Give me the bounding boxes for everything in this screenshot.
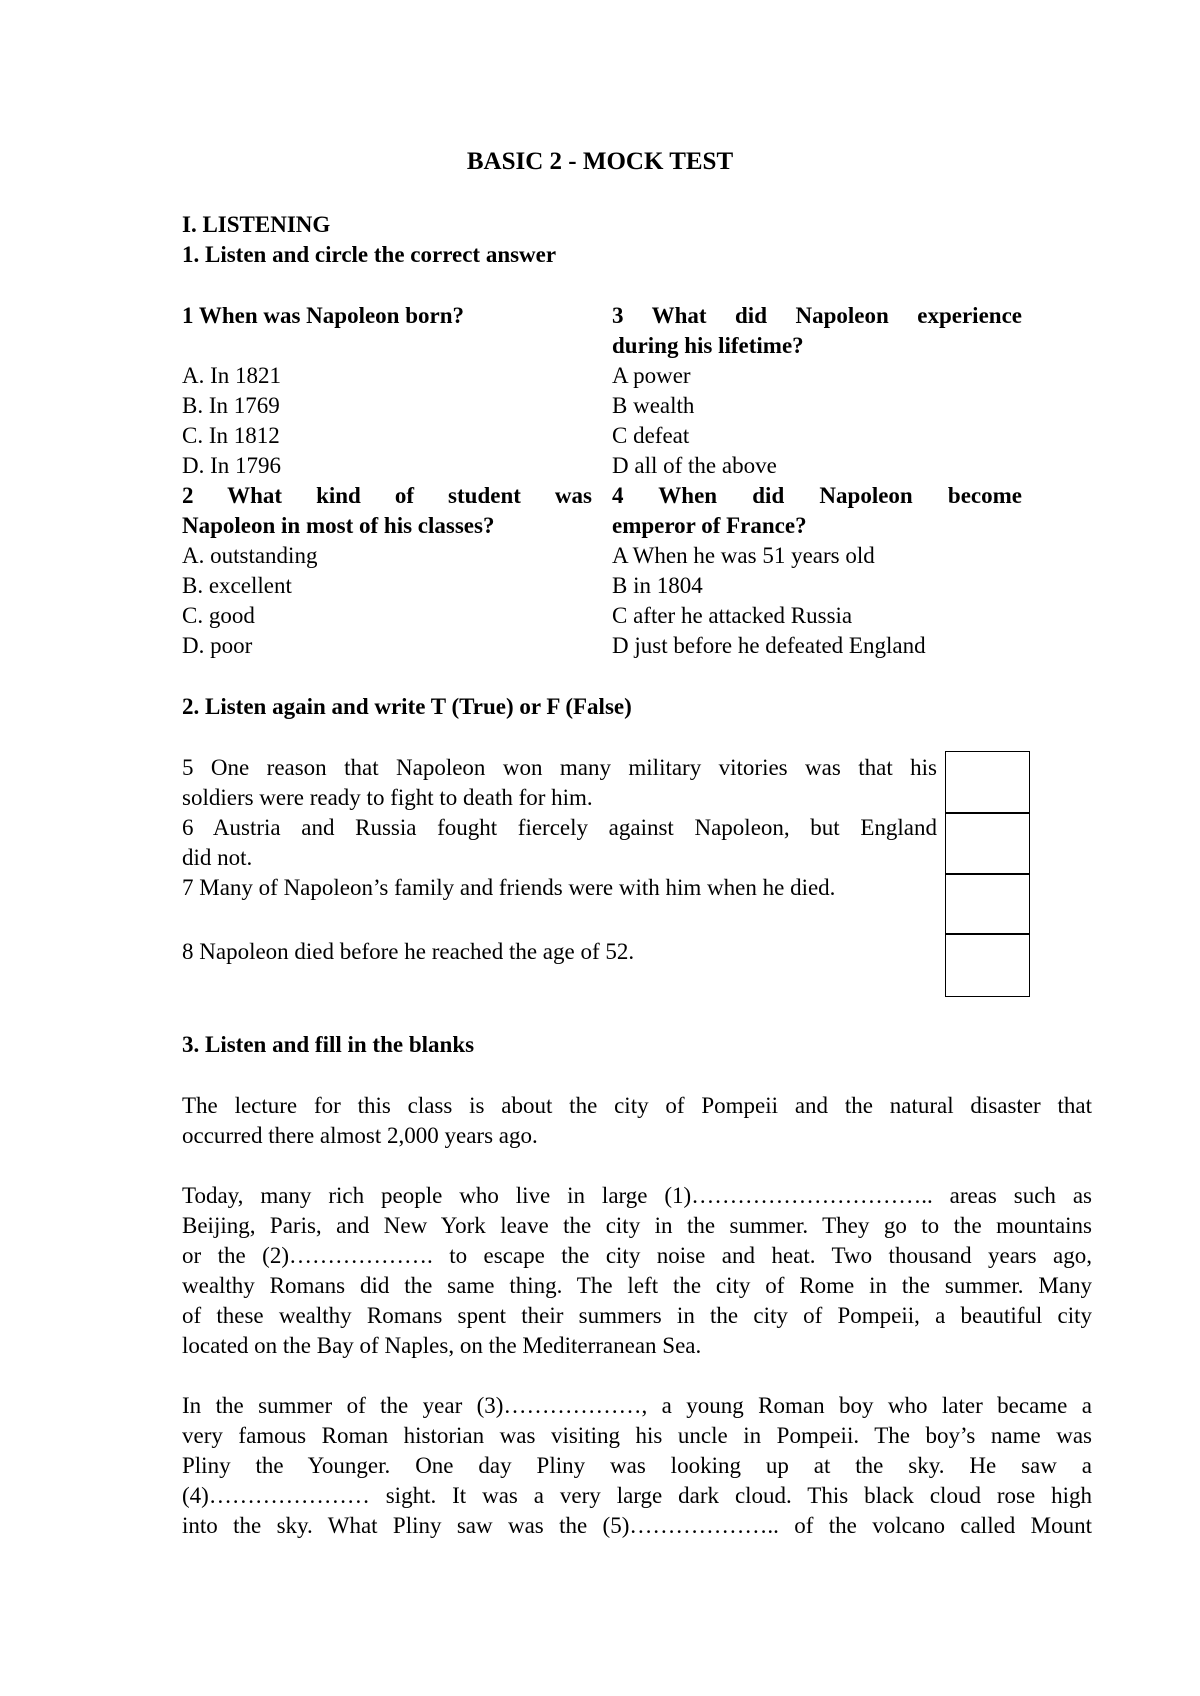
q3-option-d: D all of the above — [612, 453, 777, 478]
q4-option-a: A When he was 51 years old — [612, 543, 875, 568]
q4-option-d: D just before he defeated England — [612, 633, 926, 658]
passage-p2-line3: or the (2)………………. to escape the city noise and heat. Two thousand years ago, — [182, 1243, 1092, 1268]
passage-p2-line6: located on the Bay of Naples, on the Mediterranean Sea. — [182, 1333, 702, 1358]
tf-statement-6-line1: 6 Austria and Russia fought fiercely against Napoleon, but England — [182, 815, 937, 840]
answer-box-5[interactable] — [945, 751, 1030, 814]
q1-option-a: A. In 1821 — [182, 363, 282, 388]
q3-option-b: B wealth — [612, 393, 695, 418]
passage-p1-line2: occurred there almost 2,000 years ago. — [182, 1123, 538, 1148]
passage-p1-line1: The lecture for this class is about the city of Pompeii and the natural disaster that — [182, 1093, 1092, 1118]
passage-p3-line4: (4)………………… sight. It was a very large dark cloud. This black cloud rose high — [182, 1483, 1092, 1508]
q3-question-line1: 3 What did Napoleon experience — [612, 303, 1022, 328]
q2-option-c: C. good — [182, 603, 255, 628]
passage-p2-line1: Today, many rich people who live in large (1)………………………….. areas such as — [182, 1183, 1092, 1208]
q4-option-c: C after he attacked Russia — [612, 603, 853, 628]
passage-p2-line4: wealthy Romans did the same thing. The left the city of Rome in the summer. Many — [182, 1273, 1092, 1298]
answer-box-8[interactable] — [945, 933, 1030, 997]
tf-statement-5-line2: soldiers were ready to fight to death for him. — [182, 785, 593, 810]
passage-p3-line5: into the sky. What Pliny saw was the (5)……………….. of the volcano called Mount — [182, 1513, 1092, 1538]
passage-p2-line5: of these wealthy Romans spent their summers in the city of Pompeii, a beautiful city — [182, 1303, 1092, 1328]
q4-option-b: B in 1804 — [612, 573, 703, 598]
page-title: BASIC 2 - MOCK TEST — [466, 148, 734, 175]
q4-question-line2: emperor of France? — [612, 513, 807, 538]
q3-option-a: A power — [612, 363, 691, 388]
answer-box-7[interactable] — [945, 873, 1030, 935]
q1-option-c: C. In 1812 — [182, 423, 280, 448]
q2-option-d: D. poor — [182, 633, 253, 658]
tf-statement-8: 8 Napoleon died before he reached the age of 52. — [182, 939, 635, 964]
tf-statement-6-line2: did not. — [182, 845, 253, 870]
answer-box-6[interactable] — [945, 812, 1030, 875]
section-heading-listening: I. LISTENING — [182, 212, 331, 237]
q3-option-c: C defeat — [612, 423, 690, 448]
q2-question-line2: Napoleon in most of his classes? — [182, 513, 495, 538]
part1-heading: 1. Listen and circle the correct answer — [182, 242, 557, 267]
q2-option-a: A. outstanding — [182, 543, 318, 568]
q4-question-line1: 4 When did Napoleon become — [612, 483, 1022, 508]
part3-heading: 3. Listen and fill in the blanks — [182, 1032, 475, 1057]
passage-p3-line2: very famous Roman historian was visiting his uncle in Pompeii. The boy’s name was — [182, 1423, 1092, 1448]
q1-option-b: B. In 1769 — [182, 393, 280, 418]
passage-p2-line2: Beijing, Paris, and New York leave the city in the summer. They go to the mountains — [182, 1213, 1092, 1238]
q1-option-d: D. In 1796 — [182, 453, 282, 478]
passage-p3-line3: Pliny the Younger. One day Pliny was looking up at the sky. He saw a — [182, 1453, 1092, 1478]
part2-heading: 2. Listen again and write T (True) or F (False) — [182, 694, 632, 719]
tf-statement-5-line1: 5 One reason that Napoleon won many military vitories was that his — [182, 755, 937, 780]
q1-question: 1 When was Napoleon born? — [182, 303, 465, 328]
q3-question-line2: during his lifetime? — [612, 333, 804, 358]
passage-p3-line1: In the summer of the year (3)………………, a young Roman boy who later became a — [182, 1393, 1092, 1418]
tf-statement-7: 7 Many of Napoleon’s family and friends were with him when he died. — [182, 875, 836, 900]
q2-option-b: B. excellent — [182, 573, 292, 598]
q2-question-line1: 2 What kind of student was — [182, 483, 592, 508]
